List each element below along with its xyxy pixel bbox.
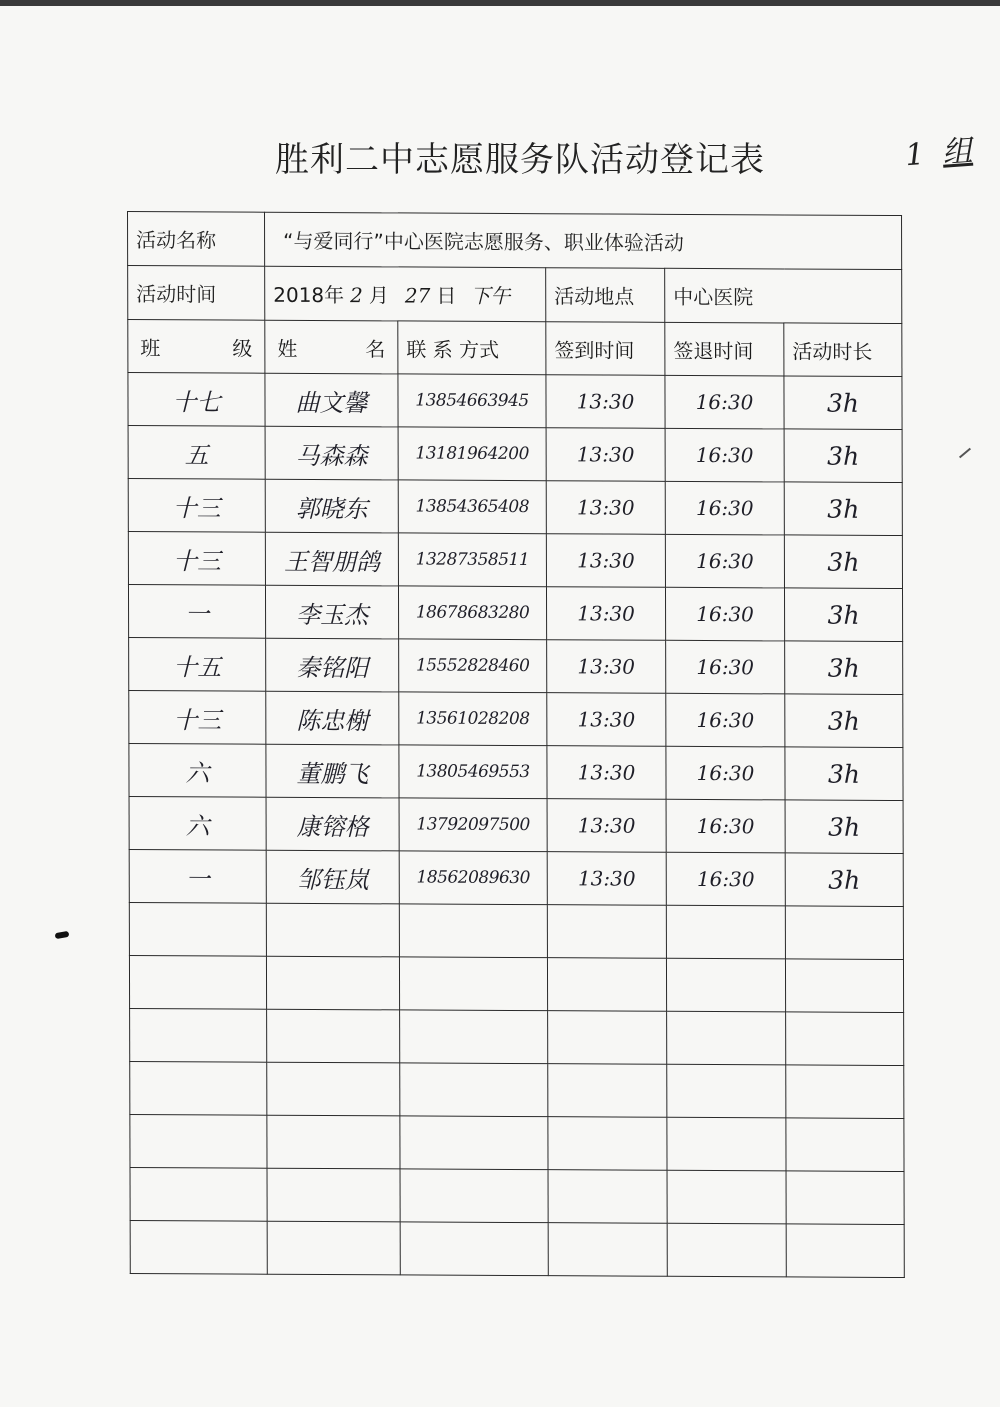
- empty-cell: [786, 1224, 904, 1278]
- empty-cell: [400, 1169, 548, 1223]
- cell-phone: 13287358511: [398, 533, 546, 587]
- header-checkin: 签到时间: [546, 322, 665, 376]
- empty-cell: [667, 1170, 786, 1224]
- cell-name: 陈忠榭: [266, 691, 399, 745]
- empty-cell: [786, 1012, 904, 1066]
- cell-name: 郭晓东: [265, 479, 398, 533]
- header-class: 班 级: [128, 320, 265, 374]
- cell-checkin: 13:30: [547, 746, 666, 800]
- cell-phone: 13792097500: [399, 798, 547, 852]
- empty-table-row: [130, 1114, 904, 1171]
- empty-cell: [548, 1011, 667, 1065]
- table-row: [128, 425, 902, 482]
- cell-checkout: 16:30: [666, 852, 785, 906]
- cell-name: 康镕格: [266, 797, 399, 851]
- empty-cell: [130, 1008, 267, 1062]
- cell-checkin: 13:30: [546, 428, 665, 482]
- cell-duration: 3h: [785, 800, 903, 854]
- empty-cell: [786, 1171, 904, 1225]
- cell-class: 一: [129, 849, 266, 903]
- cell-phone: 13181964200: [398, 427, 546, 481]
- date-year: 2018: [273, 282, 325, 308]
- empty-cell: [400, 1063, 548, 1117]
- cell-phone: 13854365408: [398, 480, 546, 534]
- empty-cell: [786, 1065, 904, 1119]
- cell-duration: 3h: [784, 429, 902, 483]
- registration-table: [127, 211, 905, 1278]
- empty-cell: [667, 1117, 786, 1171]
- empty-cell: [267, 1168, 400, 1222]
- cell-checkout: 16:30: [666, 693, 785, 747]
- activity-time-value: [265, 266, 546, 321]
- activity-name-row: [128, 212, 902, 270]
- table-row: [129, 690, 903, 747]
- cell-phone: 18562089630: [399, 851, 547, 905]
- cell-name: 马森森: [265, 426, 398, 480]
- cell-checkout: 16:30: [666, 640, 785, 694]
- header-contact: 联 系 方式: [398, 321, 546, 375]
- table-row: [128, 478, 902, 535]
- cell-name: 李玉杰: [265, 585, 398, 639]
- empty-cell: [130, 1114, 267, 1168]
- table-row: [129, 637, 903, 694]
- cell-name: 邹钰岚: [266, 850, 399, 904]
- empty-cell: [400, 1116, 548, 1170]
- cell-phone: 13805469553: [399, 745, 547, 799]
- activity-time-row: [128, 266, 902, 324]
- date-year-unit: 年: [324, 283, 345, 308]
- empty-table-row: [129, 902, 903, 959]
- cell-name: 秦铭阳: [266, 638, 399, 692]
- cell-duration: 3h: [784, 535, 902, 589]
- empty-cell: [667, 1011, 786, 1065]
- cell-class: 一: [128, 584, 265, 638]
- header-duration: 活动时长: [784, 323, 902, 377]
- cell-class: 十三: [128, 531, 265, 585]
- group-word: 组: [941, 133, 974, 171]
- cell-checkin: 13:30: [547, 693, 666, 747]
- header-checkout: 签退时间: [665, 322, 784, 376]
- empty-cell: [267, 1062, 400, 1116]
- scan-top-edge: [0, 0, 1000, 6]
- ink-blot: [55, 931, 70, 939]
- group-number: 1: [904, 137, 926, 174]
- cell-checkin: 13:30: [546, 375, 665, 429]
- cell-class: 十三: [128, 478, 265, 532]
- cell-class: 十三: [129, 690, 266, 744]
- cell-checkin: 13:30: [546, 534, 665, 588]
- column-header-row: [128, 320, 902, 377]
- empty-cell: [267, 1009, 400, 1063]
- cell-duration: 3h: [785, 853, 903, 907]
- registration-sheet: [127, 211, 904, 1281]
- date-month-unit: 月: [368, 283, 389, 308]
- location-label: 活动地点: [546, 268, 665, 323]
- table-row: [129, 849, 903, 906]
- empty-cell: [667, 1223, 786, 1277]
- table-row: [129, 796, 903, 853]
- cell-duration: 3h: [785, 694, 903, 748]
- table-row: [128, 584, 902, 641]
- empty-cell: [667, 1064, 786, 1118]
- empty-cell: [785, 906, 903, 960]
- location-value: 中心医院: [665, 268, 902, 323]
- cell-duration: 3h: [784, 588, 902, 642]
- empty-cell: [129, 902, 266, 956]
- header-name: 姓 名: [265, 320, 398, 374]
- cell-checkout: 16:30: [665, 587, 784, 641]
- cell-phone: 13561028208: [399, 692, 547, 746]
- cell-checkout: 16:30: [666, 799, 785, 853]
- date-day: 27: [404, 283, 431, 308]
- cell-checkout: 16:30: [665, 534, 784, 588]
- empty-cell: [130, 1220, 267, 1274]
- cell-checkin: 13:30: [547, 852, 666, 906]
- cell-phone: 18678683280: [398, 586, 546, 640]
- table-row: [128, 373, 902, 430]
- cell-checkout: 16:30: [665, 481, 784, 535]
- cell-checkin: 13:30: [547, 799, 666, 853]
- cell-class: 五: [128, 425, 265, 479]
- cell-checkin: 13:30: [546, 481, 665, 535]
- empty-cell: [130, 1061, 267, 1115]
- cell-class: 十七: [128, 373, 265, 427]
- date-month: 2: [350, 283, 363, 308]
- cell-checkout: 16:30: [665, 428, 784, 482]
- empty-cell: [399, 957, 547, 1011]
- cell-class: 十五: [129, 637, 266, 691]
- group-mark: [904, 126, 974, 175]
- cell-name: 董鹏飞: [266, 744, 399, 798]
- cell-duration: 3h: [785, 641, 903, 695]
- empty-table-row: [130, 1061, 904, 1118]
- cell-duration: 3h: [784, 482, 902, 536]
- empty-cell: [785, 959, 903, 1013]
- empty-cell: [267, 1221, 400, 1275]
- cell-name: 王智朋鸽: [265, 532, 398, 586]
- cell-phone: 13854663945: [398, 374, 546, 428]
- empty-cell: [548, 1064, 667, 1118]
- empty-cell: [548, 1223, 667, 1277]
- empty-cell: [786, 1118, 904, 1172]
- cell-checkin: 13:30: [546, 587, 665, 641]
- date-period: 下午: [470, 283, 511, 309]
- table-row: [129, 743, 903, 800]
- empty-cell: [548, 1170, 667, 1224]
- empty-cell: [266, 903, 399, 957]
- activity-time-label: 活动时间: [128, 266, 265, 321]
- empty-cell: [400, 1010, 548, 1064]
- cell-duration: 3h: [785, 747, 903, 801]
- empty-cell: [267, 1115, 400, 1169]
- empty-cell: [400, 1222, 548, 1276]
- cell-class: 六: [129, 743, 266, 797]
- cell-checkin: 13:30: [547, 640, 666, 694]
- activity-name-label: 活动名称: [128, 212, 265, 267]
- empty-table-row: [130, 1220, 904, 1277]
- cell-duration: 3h: [784, 376, 902, 430]
- empty-cell: [130, 1167, 267, 1221]
- empty-cell: [399, 904, 547, 958]
- empty-cell: [547, 905, 666, 959]
- empty-cell: [129, 955, 266, 1009]
- form-title: 胜利二中志愿服务队活动登记表: [275, 140, 765, 180]
- empty-cell: [266, 956, 399, 1010]
- cell-name: 曲文馨: [265, 373, 398, 427]
- empty-table-row: [130, 1167, 904, 1224]
- cell-checkout: 16:30: [666, 746, 785, 800]
- cell-class: 六: [129, 796, 266, 850]
- empty-cell: [548, 1117, 667, 1171]
- empty-table-row: [130, 1008, 904, 1065]
- empty-cell: [666, 905, 785, 959]
- cell-checkout: 16:30: [665, 375, 784, 429]
- cell-phone: 15552828460: [399, 639, 547, 693]
- activity-name-value: “与爱同行”中心医院志愿服务、职业体验活动: [265, 212, 902, 269]
- stray-pen-mark: [959, 448, 971, 459]
- date-day-unit: 日: [436, 283, 457, 308]
- empty-cell: [666, 958, 785, 1012]
- empty-table-row: [129, 955, 903, 1012]
- table-row: [128, 531, 902, 588]
- empty-cell: [547, 958, 666, 1012]
